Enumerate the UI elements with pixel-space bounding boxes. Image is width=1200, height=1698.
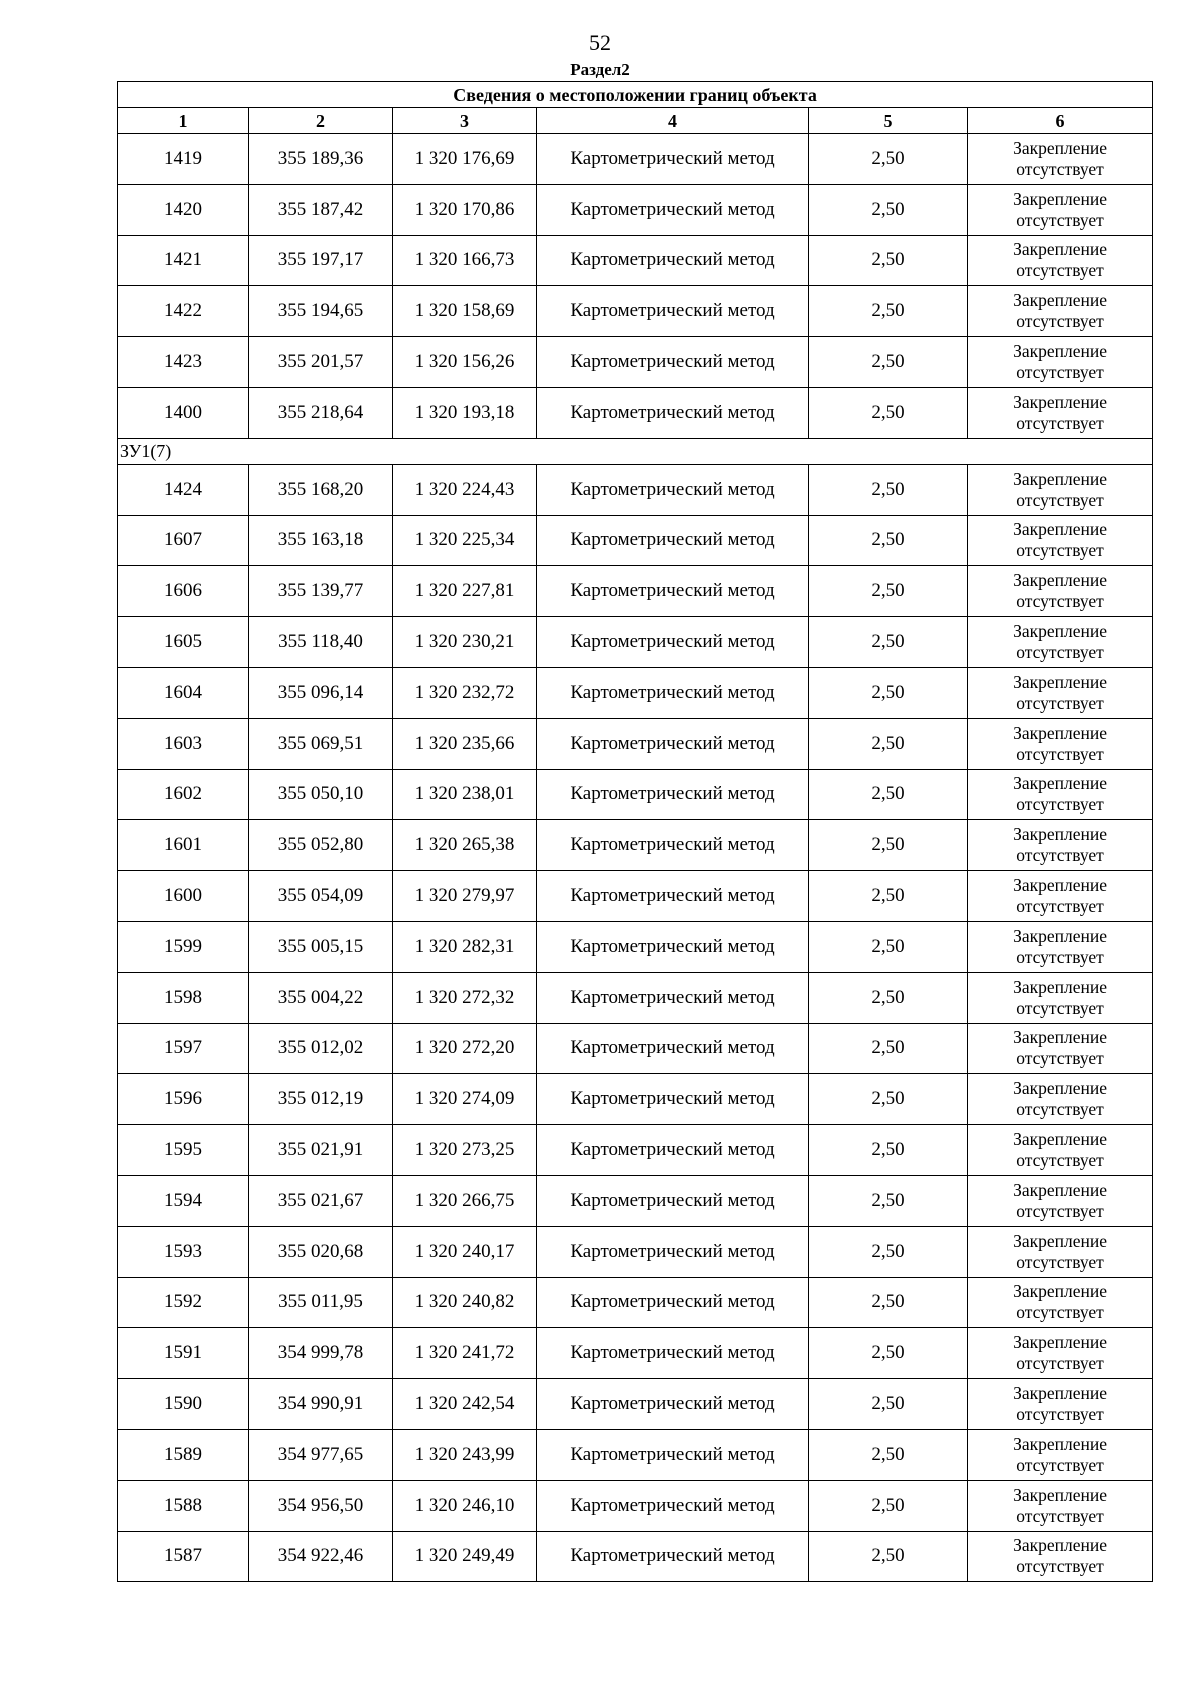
table-row	[118, 515, 1153, 566]
column-header: 4	[537, 108, 809, 134]
fixing-status	[968, 1277, 1153, 1328]
table-row	[118, 820, 1153, 871]
fixing-status-line1: Закрепление	[1013, 391, 1107, 412]
x-coordinate: 355 054,09	[249, 871, 393, 922]
fixing-status	[968, 820, 1153, 871]
method: Картометрический метод	[537, 1226, 809, 1277]
method: Картометрический метод	[537, 1125, 809, 1176]
method: Картометрический метод	[537, 134, 809, 185]
table-row	[118, 1328, 1153, 1379]
point-number: 1599	[118, 921, 249, 972]
y-coordinate: 1 320 279,97	[393, 871, 537, 922]
accuracy: 2,50	[809, 387, 968, 438]
fixing-status	[968, 617, 1153, 668]
x-coordinate: 354 977,65	[249, 1429, 393, 1480]
fixing-status-line1: Закрепление	[1013, 1383, 1107, 1404]
fixing-status	[968, 1328, 1153, 1379]
accuracy: 2,50	[809, 1074, 968, 1125]
method: Картометрический метод	[537, 871, 809, 922]
point-number: 1602	[118, 769, 249, 820]
point-number: 1588	[118, 1480, 249, 1531]
section-title: Раздел2	[570, 60, 630, 79]
fixing-status-line2: отсутствует	[1016, 1200, 1104, 1221]
fixing-status	[968, 1480, 1153, 1531]
method: Картометрический метод	[537, 1379, 809, 1430]
y-coordinate: 1 320 240,82	[393, 1277, 537, 1328]
accuracy: 2,50	[809, 286, 968, 337]
fixing-status	[968, 921, 1153, 972]
y-coordinate: 1 320 240,17	[393, 1226, 537, 1277]
table-row	[118, 769, 1153, 820]
fixing-status	[968, 667, 1153, 718]
y-coordinate: 1 320 246,10	[393, 1480, 537, 1531]
fixing-status-line2: отсутствует	[1016, 1099, 1104, 1120]
accuracy: 2,50	[809, 871, 968, 922]
point-number: 1422	[118, 286, 249, 337]
fixing-status	[968, 1175, 1153, 1226]
table-row	[118, 1023, 1153, 1074]
x-coordinate: 355 020,68	[249, 1226, 393, 1277]
fixing-status-line1: Закрепление	[1013, 1027, 1107, 1048]
fixing-status-line2: отсутствует	[1016, 1048, 1104, 1069]
table-row	[118, 1480, 1153, 1531]
fixing-status-line1: Закрепление	[1013, 824, 1107, 845]
x-coordinate: 354 990,91	[249, 1379, 393, 1430]
table-row	[118, 1125, 1153, 1176]
fixing-status-line1: Закрепление	[1013, 1433, 1107, 1454]
y-coordinate: 1 320 225,34	[393, 515, 537, 566]
x-coordinate: 355 021,91	[249, 1125, 393, 1176]
method: Картометрический метод	[537, 1328, 809, 1379]
table-caption-row	[118, 82, 1153, 108]
x-coordinate: 355 187,42	[249, 184, 393, 235]
fixing-status-line2: отсутствует	[1016, 1505, 1104, 1526]
point-number: 1589	[118, 1429, 249, 1480]
fixing-status-line2: отсутствует	[1016, 1251, 1104, 1272]
fixing-status-line1: Закрепление	[1013, 1484, 1107, 1505]
column-header: 5	[809, 108, 968, 134]
y-coordinate: 1 320 176,69	[393, 134, 537, 185]
column-header: 3	[393, 108, 537, 134]
fixing-status	[968, 769, 1153, 820]
fixing-status-line1: Закрепление	[1013, 570, 1107, 591]
column-header: 1	[118, 108, 249, 134]
point-number: 1604	[118, 667, 249, 718]
table-row	[118, 617, 1153, 668]
x-coordinate: 355 197,17	[249, 235, 393, 286]
fixing-status-line2: отсутствует	[1016, 412, 1104, 433]
table-row	[118, 667, 1153, 718]
method: Картометрический метод	[537, 1277, 809, 1328]
accuracy: 2,50	[809, 667, 968, 718]
x-coordinate: 355 052,80	[249, 820, 393, 871]
x-coordinate: 355 050,10	[249, 769, 393, 820]
x-coordinate: 355 218,64	[249, 387, 393, 438]
accuracy: 2,50	[809, 1429, 968, 1480]
x-coordinate: 355 163,18	[249, 515, 393, 566]
method: Картометрический метод	[537, 921, 809, 972]
fixing-status	[968, 235, 1153, 286]
point-number: 1423	[118, 337, 249, 388]
method: Картометрический метод	[537, 566, 809, 617]
x-coordinate: 355 069,51	[249, 718, 393, 769]
table-row	[118, 718, 1153, 769]
point-number: 1603	[118, 718, 249, 769]
fixing-status	[968, 1429, 1153, 1480]
fixing-status-line1: Закрепление	[1013, 239, 1107, 260]
fixing-status-line1: Закрепление	[1013, 1179, 1107, 1200]
group-label: ЗУ1(7)	[118, 438, 1153, 464]
y-coordinate: 1 320 224,43	[393, 464, 537, 515]
y-coordinate: 1 320 272,32	[393, 972, 537, 1023]
accuracy: 2,50	[809, 972, 968, 1023]
method: Картометрический метод	[537, 286, 809, 337]
table-row	[118, 871, 1153, 922]
fixing-status-line1: Закрепление	[1013, 1281, 1107, 1302]
point-number: 1400	[118, 387, 249, 438]
y-coordinate: 1 320 238,01	[393, 769, 537, 820]
y-coordinate: 1 320 166,73	[393, 235, 537, 286]
point-number: 1591	[118, 1328, 249, 1379]
x-coordinate: 355 194,65	[249, 286, 393, 337]
fixing-status	[968, 387, 1153, 438]
fixing-status	[968, 1023, 1153, 1074]
table-row	[118, 1074, 1153, 1125]
method: Картометрический метод	[537, 235, 809, 286]
fixing-status-line1: Закрепление	[1013, 1535, 1107, 1556]
page-number: 52	[589, 30, 611, 55]
table-row	[118, 1429, 1153, 1480]
table-row	[118, 972, 1153, 1023]
x-coordinate: 354 956,50	[249, 1480, 393, 1531]
y-coordinate: 1 320 282,31	[393, 921, 537, 972]
accuracy: 2,50	[809, 1480, 968, 1531]
point-number: 1600	[118, 871, 249, 922]
fixing-status	[968, 1226, 1153, 1277]
fixing-status-line2: отсутствует	[1016, 1150, 1104, 1171]
table-row	[118, 1226, 1153, 1277]
fixing-status-line1: Закрепление	[1013, 341, 1107, 362]
fixing-status-line1: Закрепление	[1013, 773, 1107, 794]
method: Картометрический метод	[537, 1023, 809, 1074]
fixing-status-line1: Закрепление	[1013, 1230, 1107, 1251]
table-row	[118, 1277, 1153, 1328]
point-number: 1606	[118, 566, 249, 617]
fixing-status-line2: отсутствует	[1016, 1353, 1104, 1374]
table-row	[118, 921, 1153, 972]
point-number: 1421	[118, 235, 249, 286]
y-coordinate: 1 320 272,20	[393, 1023, 537, 1074]
table-row	[118, 235, 1153, 286]
fixing-status	[968, 286, 1153, 337]
point-number: 1590	[118, 1379, 249, 1430]
fixing-status-line2: отсутствует	[1016, 540, 1104, 561]
fixing-status	[968, 184, 1153, 235]
x-coordinate: 355 021,67	[249, 1175, 393, 1226]
accuracy: 2,50	[809, 718, 968, 769]
x-coordinate: 355 189,36	[249, 134, 393, 185]
table-header-row	[118, 108, 1153, 134]
fixing-status-line1: Закрепление	[1013, 722, 1107, 743]
x-coordinate: 354 922,46	[249, 1531, 393, 1582]
fixing-status	[968, 464, 1153, 515]
method: Картометрический метод	[537, 820, 809, 871]
method: Картометрический метод	[537, 464, 809, 515]
x-coordinate: 355 011,95	[249, 1277, 393, 1328]
y-coordinate: 1 320 232,72	[393, 667, 537, 718]
table-row	[118, 387, 1153, 438]
method: Картометрический метод	[537, 1531, 809, 1582]
fixing-status-line2: отсутствует	[1016, 845, 1104, 866]
fixing-status	[968, 1531, 1153, 1582]
method: Картометрический метод	[537, 972, 809, 1023]
y-coordinate: 1 320 158,69	[393, 286, 537, 337]
boundary-coordinates-table	[117, 81, 1153, 1582]
method: Картометрический метод	[537, 184, 809, 235]
fixing-status-line2: отсутствует	[1016, 1302, 1104, 1323]
fixing-status-line1: Закрепление	[1013, 188, 1107, 209]
fixing-status-line1: Закрепление	[1013, 925, 1107, 946]
fixing-status-line2: отсутствует	[1016, 260, 1104, 281]
method: Картометрический метод	[537, 1175, 809, 1226]
method: Картометрический метод	[537, 337, 809, 388]
fixing-status-line2: отсутствует	[1016, 997, 1104, 1018]
point-number: 1419	[118, 134, 249, 185]
accuracy: 2,50	[809, 235, 968, 286]
y-coordinate: 1 320 243,99	[393, 1429, 537, 1480]
x-coordinate: 355 012,02	[249, 1023, 393, 1074]
point-number: 1593	[118, 1226, 249, 1277]
point-number: 1424	[118, 464, 249, 515]
y-coordinate: 1 320 241,72	[393, 1328, 537, 1379]
y-coordinate: 1 320 230,21	[393, 617, 537, 668]
method: Картометрический метод	[537, 387, 809, 438]
y-coordinate: 1 320 170,86	[393, 184, 537, 235]
method: Картометрический метод	[537, 667, 809, 718]
fixing-status-line2: отсутствует	[1016, 946, 1104, 967]
point-number: 1592	[118, 1277, 249, 1328]
fixing-status-line1: Закрепление	[1013, 875, 1107, 896]
x-coordinate: 355 012,19	[249, 1074, 393, 1125]
fixing-status	[968, 515, 1153, 566]
point-number: 1601	[118, 820, 249, 871]
x-coordinate: 355 201,57	[249, 337, 393, 388]
method: Картометрический метод	[537, 769, 809, 820]
accuracy: 2,50	[809, 1277, 968, 1328]
y-coordinate: 1 320 242,54	[393, 1379, 537, 1430]
method: Картометрический метод	[537, 718, 809, 769]
fixing-status	[968, 972, 1153, 1023]
accuracy: 2,50	[809, 337, 968, 388]
point-number: 1597	[118, 1023, 249, 1074]
method: Картометрический метод	[537, 515, 809, 566]
accuracy: 2,50	[809, 134, 968, 185]
point-number: 1598	[118, 972, 249, 1023]
point-number: 1420	[118, 184, 249, 235]
fixing-status-line2: отсутствует	[1016, 311, 1104, 332]
fixing-status-line2: отсутствует	[1016, 1556, 1104, 1577]
accuracy: 2,50	[809, 820, 968, 871]
group-row	[118, 438, 1153, 464]
accuracy: 2,50	[809, 184, 968, 235]
fixing-status-line1: Закрепление	[1013, 621, 1107, 642]
fixing-status-line2: отсутствует	[1016, 692, 1104, 713]
fixing-status-line1: Закрепление	[1013, 976, 1107, 997]
accuracy: 2,50	[809, 769, 968, 820]
fixing-status-line2: отсутствует	[1016, 1404, 1104, 1425]
table-row	[118, 337, 1153, 388]
fixing-status-line2: отсутствует	[1016, 1454, 1104, 1475]
y-coordinate: 1 320 193,18	[393, 387, 537, 438]
table-row	[118, 1175, 1153, 1226]
x-coordinate: 355 005,15	[249, 921, 393, 972]
fixing-status-line2: отсутствует	[1016, 743, 1104, 764]
fixing-status-line1: Закрепление	[1013, 290, 1107, 311]
table-row	[118, 566, 1153, 617]
fixing-status	[968, 871, 1153, 922]
x-coordinate: 355 168,20	[249, 464, 393, 515]
method: Картометрический метод	[537, 617, 809, 668]
x-coordinate: 355 118,40	[249, 617, 393, 668]
x-coordinate: 355 096,14	[249, 667, 393, 718]
method: Картометрический метод	[537, 1429, 809, 1480]
table-row	[118, 134, 1153, 185]
accuracy: 2,50	[809, 1125, 968, 1176]
fixing-status-line2: отсутствует	[1016, 158, 1104, 179]
fixing-status	[968, 1379, 1153, 1430]
table-caption: Сведения о местоположении границ объекта	[118, 82, 1153, 108]
fixing-status-line2: отсутствует	[1016, 362, 1104, 383]
column-header: 6	[968, 108, 1153, 134]
accuracy: 2,50	[809, 464, 968, 515]
accuracy: 2,50	[809, 617, 968, 668]
y-coordinate: 1 320 273,25	[393, 1125, 537, 1176]
accuracy: 2,50	[809, 1175, 968, 1226]
fixing-status	[968, 1074, 1153, 1125]
table-row	[118, 1379, 1153, 1430]
point-number: 1607	[118, 515, 249, 566]
point-number: 1595	[118, 1125, 249, 1176]
column-header: 2	[249, 108, 393, 134]
y-coordinate: 1 320 156,26	[393, 337, 537, 388]
table-row	[118, 1531, 1153, 1582]
point-number: 1605	[118, 617, 249, 668]
fixing-status-line2: отсутствует	[1016, 489, 1104, 510]
accuracy: 2,50	[809, 1023, 968, 1074]
fixing-status-line1: Закрепление	[1013, 137, 1107, 158]
y-coordinate: 1 320 249,49	[393, 1531, 537, 1582]
accuracy: 2,50	[809, 1379, 968, 1430]
point-number: 1596	[118, 1074, 249, 1125]
accuracy: 2,50	[809, 1226, 968, 1277]
fixing-status-line1: Закрепление	[1013, 671, 1107, 692]
table-row	[118, 286, 1153, 337]
table-row	[118, 184, 1153, 235]
point-number: 1587	[118, 1531, 249, 1582]
fixing-status-line1: Закрепление	[1013, 1078, 1107, 1099]
table-row	[118, 464, 1153, 515]
x-coordinate: 354 999,78	[249, 1328, 393, 1379]
x-coordinate: 355 004,22	[249, 972, 393, 1023]
accuracy: 2,50	[809, 515, 968, 566]
fixing-status	[968, 566, 1153, 617]
fixing-status-line1: Закрепление	[1013, 468, 1107, 489]
accuracy: 2,50	[809, 566, 968, 617]
method: Картометрический метод	[537, 1480, 809, 1531]
method: Картометрический метод	[537, 1074, 809, 1125]
fixing-status	[968, 134, 1153, 185]
x-coordinate: 355 139,77	[249, 566, 393, 617]
y-coordinate: 1 320 227,81	[393, 566, 537, 617]
fixing-status	[968, 1125, 1153, 1176]
fixing-status	[968, 718, 1153, 769]
accuracy: 2,50	[809, 1328, 968, 1379]
accuracy: 2,50	[809, 921, 968, 972]
y-coordinate: 1 320 265,38	[393, 820, 537, 871]
y-coordinate: 1 320 235,66	[393, 718, 537, 769]
fixing-status-line2: отсутствует	[1016, 896, 1104, 917]
y-coordinate: 1 320 274,09	[393, 1074, 537, 1125]
fixing-status-line2: отсутствует	[1016, 209, 1104, 230]
fixing-status-line2: отсутствует	[1016, 591, 1104, 612]
y-coordinate: 1 320 266,75	[393, 1175, 537, 1226]
fixing-status-line1: Закрепление	[1013, 1129, 1107, 1150]
fixing-status	[968, 337, 1153, 388]
accuracy: 2,50	[809, 1531, 968, 1582]
fixing-status-line1: Закрепление	[1013, 1332, 1107, 1353]
point-number: 1594	[118, 1175, 249, 1226]
fixing-status-line2: отсутствует	[1016, 794, 1104, 815]
fixing-status-line1: Закрепление	[1013, 519, 1107, 540]
fixing-status-line2: отсутствует	[1016, 642, 1104, 663]
